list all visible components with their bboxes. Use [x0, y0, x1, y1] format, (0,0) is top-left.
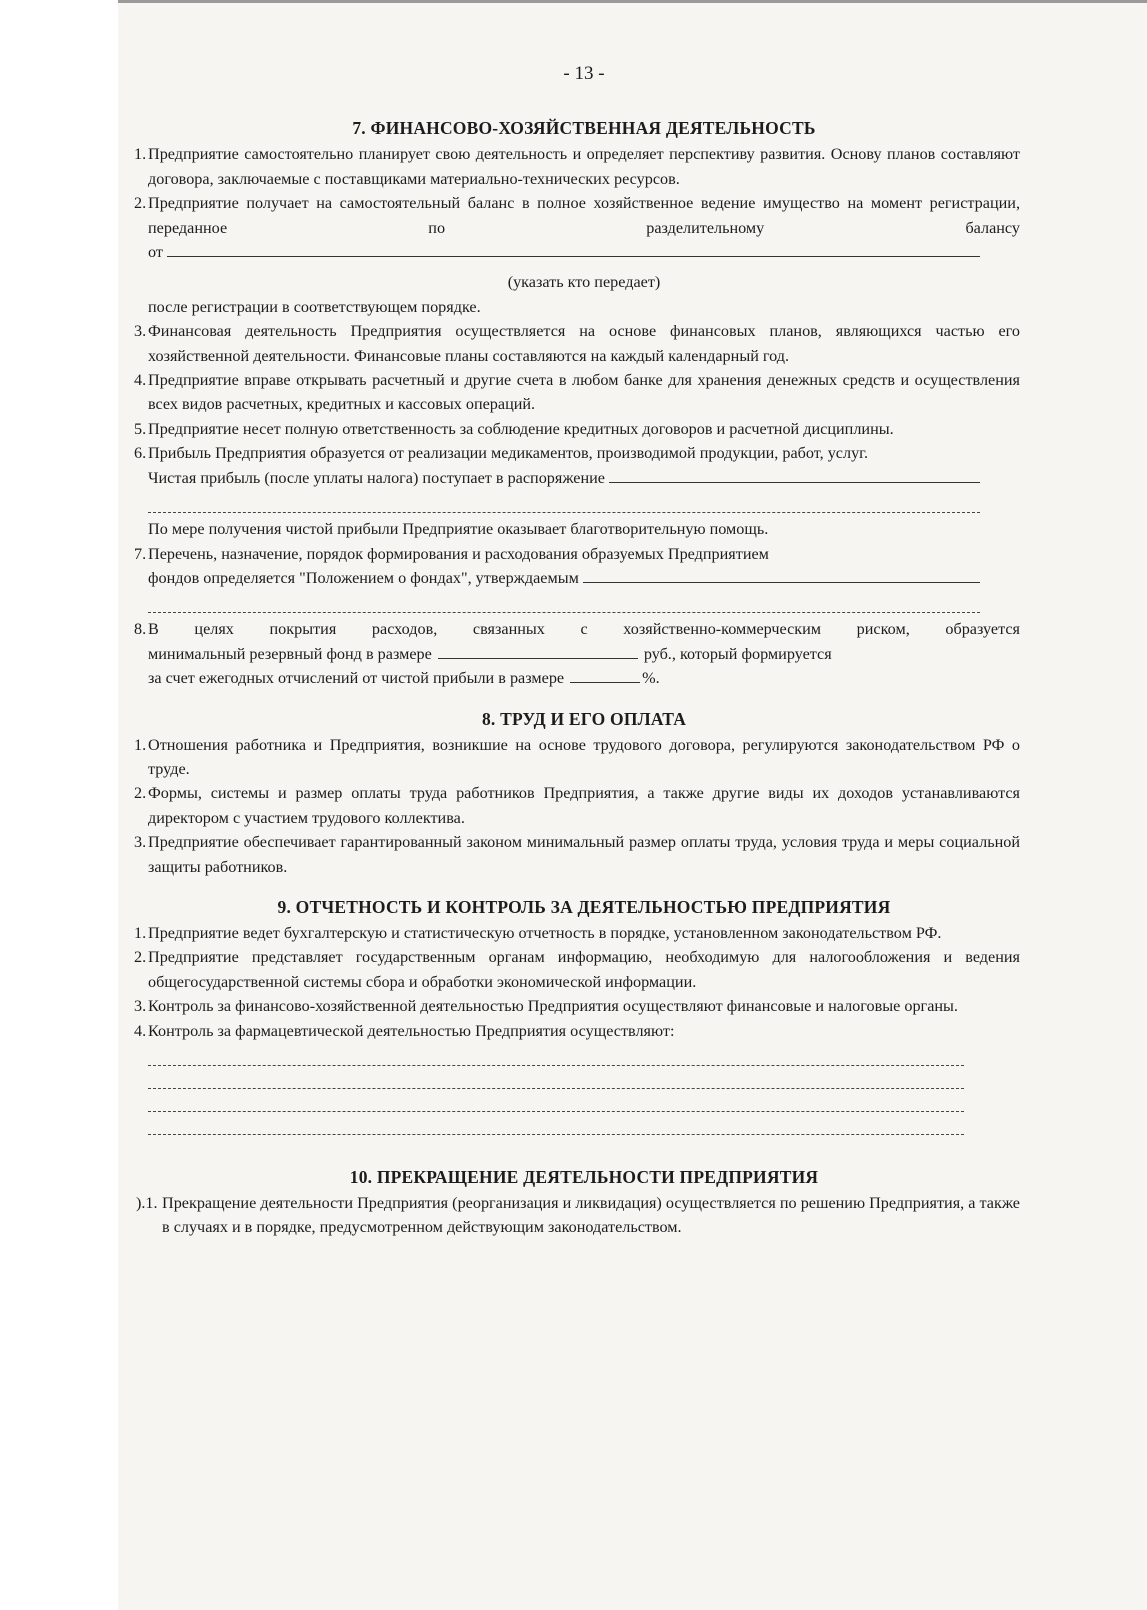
net-profit-blank-line[interactable]: [148, 490, 980, 513]
item-text: Предприятие ведет бухгалтерскую и статистическую отчетность в порядке, установленном законодательством РФ.: [148, 923, 942, 942]
item-text: Формы, системы и размер оплаты труда работников Предприятия, а также другие виды их доходов устанавливаются директором с участием трудового коллектива.: [148, 784, 1020, 827]
item-text: Финансовая деятельность Предприятия осуществляется на основе финансовых планов, являющихся частью его хозяйственной деятельности. Финансовые планы составляются на каждый календарный год.: [148, 322, 1020, 365]
from-line: [148, 240, 1020, 264]
sec9-item-1: [134, 921, 1020, 945]
scan-top-edge: [118, 0, 1147, 3]
item-text: Предприятие обеспечивает гарантированный законом минимальный размер оплаты труда, условия труда и меры социальной защиты работников.: [148, 833, 1020, 876]
sec9-item-4: [134, 1019, 1020, 1135]
percent-line: [148, 666, 1020, 690]
item-number: 2.: [134, 948, 147, 967]
sec7-item-5: [134, 417, 1020, 441]
item-number: 2.: [134, 194, 147, 213]
item-text-continued: после регистрации в соответствующем порядке.: [148, 297, 481, 316]
sec7-item-3: [134, 319, 1020, 368]
sec8-item-1: [134, 733, 1020, 782]
net-profit-line: [148, 466, 1020, 490]
funds-label: фондов определяется "Положением о фондах", утверждаемым: [148, 568, 579, 587]
sec7-item-2: [134, 191, 1020, 319]
item-number: 6.: [134, 444, 147, 463]
from-label: от: [148, 243, 163, 262]
item-text: Предприятие представляет государственным органам информацию, необходимую для налогообложения и ведения общегосударственной системы сбора и обработки экономической информации.: [148, 948, 1020, 991]
item-number: 7.: [134, 544, 147, 563]
item-number: 1.: [134, 735, 147, 754]
section-7-title: 7. ФИНАНСОВО-ХОЗЯЙСТВЕННАЯ ДЕЯТЕЛЬНОСТЬ: [352, 118, 816, 139]
item-number: 4.: [134, 371, 147, 390]
reserve-fund-label: минимальный резервный фонд в размере: [148, 644, 432, 663]
control-body-line-2[interactable]: [148, 1066, 964, 1089]
item-number: 4.: [134, 1021, 147, 1040]
sec7-item-8: [134, 617, 1020, 690]
sec7-item-6: [134, 441, 1020, 541]
item-text: Перечень, назначение, порядок формирования и расходования образуемых Предприятием: [148, 544, 769, 563]
reserve-rub-label: руб., который формируется: [643, 644, 832, 663]
sec8-item-3: [134, 830, 1020, 879]
sec9-item-3: [134, 994, 1020, 1018]
item-text: Предприятие вправе открывать расчетный и другие счета в любом банке для хранения денежных средств и осуществления всех видов расчетных, кредитных и кассовых операций.: [148, 371, 1020, 414]
net-profit-blank[interactable]: [609, 466, 980, 483]
item-text: Предприятие самостоятельно планирует свою деятельность и определяет перспективу развития. Основу планов составляют договора, заключаемые с поставщиками материально-технических ресурсов.: [148, 145, 1020, 188]
item-number: 8.: [134, 620, 147, 639]
item-text: Предприятие получает на самостоятельный баланс в полное хозяйственное ведение имущество на момент регистрации, переданное по разделительному балансу: [148, 194, 1020, 237]
section-8-title: 8. ТРУД И ЕГО ОПЛАТА: [481, 708, 687, 729]
item-number: 3.: [134, 997, 147, 1016]
item-text: Контроль за фармацевтической деятельностью Предприятия осуществляют:: [148, 1021, 675, 1040]
funds-blank-line[interactable]: [148, 590, 980, 613]
item-text: Прибыль Предприятия образуется от реализации медикаментов, производимой продукции, работ, услуг.: [148, 444, 869, 463]
sec7-item-4: [134, 368, 1020, 417]
percent-label: за счет ежегодных отчислений от чистой прибыли в размере: [148, 669, 565, 688]
sec10-item-1: [136, 1191, 1020, 1240]
scan-margin: [0, 0, 118, 1610]
reserve-fund-line: [148, 642, 1020, 666]
control-body-line-1[interactable]: [148, 1043, 964, 1066]
sec9-item-2: [134, 945, 1020, 994]
percent-sign: %.: [642, 669, 660, 688]
item-number: 1.: [134, 145, 147, 164]
percent-blank[interactable]: [570, 668, 640, 683]
control-body-line-3[interactable]: [148, 1089, 964, 1112]
item-number: 2.: [134, 784, 147, 803]
charity-text: По мере получения чистой прибыли Предприятие оказывает благотворительную помощь.: [148, 520, 769, 539]
item-number: 3.: [134, 322, 147, 341]
section-10-title: 10. ПРЕКРАЩЕНИЕ ДЕЯТЕЛЬНОСТИ ПРЕДПРИЯТИЯ: [349, 1167, 819, 1187]
net-profit-label: Чистая прибыль (после уплаты налога) поступает в распоряжение: [148, 468, 605, 487]
funds-line: [148, 566, 1020, 590]
transferor-blank[interactable]: [167, 240, 980, 257]
item-text: В целях покрытия расходов, связанных с хозяйственно-коммерческим риском, образуется: [148, 620, 1020, 639]
reserve-amount-blank[interactable]: [438, 644, 638, 659]
item-number: ).1.: [136, 1194, 158, 1212]
funds-approver-blank[interactable]: [583, 566, 980, 583]
sec8-item-2: [134, 781, 1020, 830]
transferor-caption: (указать кто передает): [507, 273, 661, 292]
page-number: - 13 -: [563, 63, 605, 84]
item-number: 3.: [134, 833, 147, 852]
control-body-line-4[interactable]: [148, 1112, 964, 1135]
item-number: 5.: [134, 419, 147, 438]
item-number: 1.: [134, 923, 147, 942]
sec7-item-1: [134, 142, 1020, 191]
item-text: Отношения работника и Предприятия, возникшие на основе трудового договора, регулируются законодательством РФ о труде.: [148, 735, 1020, 778]
item-text: Контроль за финансово-хозяйственной деятельностью Предприятия осуществляют финансовые и налоговые органы.: [148, 997, 958, 1016]
item-text: Предприятие несет полную ответственность за соблюдение кредитных договоров и расчетной дисциплины.: [148, 419, 894, 438]
document-page: [134, 62, 1020, 1240]
sec7-item-7: [134, 542, 1020, 614]
section-9-title: 9. ОТЧЕТНОСТЬ И КОНТРОЛЬ ЗА ДЕЯТЕЛЬНОСТЬЮ ПРЕДПРИЯТИЯ: [277, 896, 891, 917]
item-text: Прекращение деятельности Предприятия (реорганизация и ликвидация) осуществляется по решению Предприятия, а также в случаях и в порядке, предусмотренном действующим законодательством.: [162, 1194, 1020, 1237]
